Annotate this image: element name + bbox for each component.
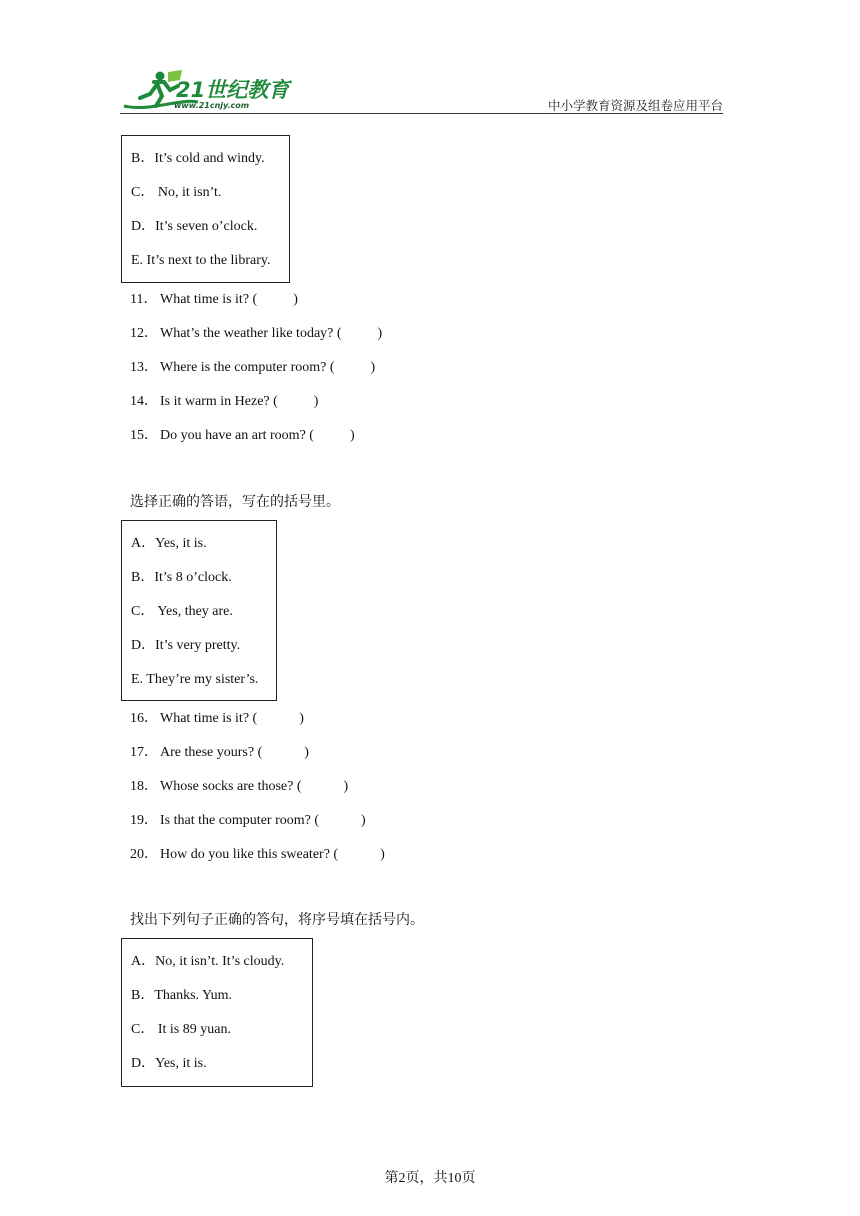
- question-number: 11．: [130, 292, 158, 307]
- question-text: What time is it? (: [160, 711, 258, 726]
- option-c: C． Yes, they are.: [131, 604, 233, 619]
- question-number: 16．: [130, 711, 158, 726]
- question-number: 15．: [130, 428, 158, 443]
- options-box-1: [121, 135, 290, 283]
- question-11: [130, 291, 298, 309]
- option-d: D．Yes, it is.: [131, 1056, 207, 1071]
- question-number: 20．: [130, 847, 158, 862]
- question-text: What’s the weather like today? (: [160, 326, 342, 341]
- question-13: [130, 359, 375, 377]
- options-box-3: [121, 938, 313, 1087]
- question-number: 17．: [130, 745, 158, 760]
- site-logo: [120, 68, 290, 114]
- question-text: How do you like this sweater? (: [160, 847, 339, 862]
- answer-blank[interactable]: ): [343, 779, 349, 794]
- answer-blank[interactable]: ): [349, 428, 355, 443]
- question-text: Where is the computer room? (: [160, 360, 335, 375]
- question-14: [130, 393, 318, 411]
- answer-blank[interactable]: ): [299, 711, 304, 726]
- header-divider: [120, 113, 723, 114]
- question-text: Is that the computer room? (: [160, 813, 320, 828]
- options-box-2: [121, 520, 277, 701]
- question-text: Is it warm in Heze? (: [160, 394, 278, 409]
- option-d: D．It’s very pretty.: [131, 638, 241, 653]
- question-text: What time is it? (: [160, 292, 258, 307]
- question-18: [130, 778, 348, 796]
- question-17: [130, 744, 309, 762]
- question-number: 18．: [130, 779, 158, 794]
- option-e: E. It’s next to the library.: [131, 253, 271, 268]
- option-d: D．It’s seven o’clock.: [131, 219, 258, 234]
- question-16: [130, 710, 304, 728]
- page-number: 第2页，共10页: [384, 1171, 476, 1186]
- option-b: B．Thanks. Yum.: [131, 988, 232, 1003]
- option-c: C． No, it isn’t.: [131, 185, 222, 200]
- question-20: [130, 846, 385, 864]
- answer-blank[interactable]: ): [313, 394, 319, 409]
- question-number: 14．: [130, 394, 158, 409]
- answer-blank[interactable]: ): [293, 292, 298, 307]
- question-number: 12．: [130, 326, 158, 341]
- question-text: Are these yours? (: [160, 745, 263, 760]
- option-c: C． It is 89 yuan.: [131, 1022, 231, 1037]
- platform-name: 中小学教育资源及组卷应用平台: [547, 99, 723, 113]
- question-text: Whose socks are those? (: [160, 779, 302, 794]
- question-number: 19．: [130, 813, 158, 828]
- answer-blank[interactable]: ): [380, 847, 385, 862]
- question-number: 13．: [130, 360, 158, 375]
- answer-blank[interactable]: ): [377, 326, 383, 341]
- answer-blank[interactable]: ): [361, 813, 366, 828]
- question-12: [130, 325, 382, 343]
- instruction-3: 找出下列句子正确的答句，将序号填在括号内。: [130, 913, 424, 928]
- instruction-2: 选择正确的答语，写在的括号里。: [130, 495, 340, 510]
- logo-url: www.21cnjy.com: [174, 101, 250, 110]
- option-a: A．No, it isn’t. It’s cloudy.: [131, 954, 285, 969]
- logo-title: 21世纪教育: [176, 78, 290, 102]
- question-19: [130, 812, 366, 830]
- answer-blank[interactable]: ): [370, 360, 376, 375]
- option-b: B．It’s cold and windy.: [131, 151, 265, 166]
- question-text: Do you have an art room? (: [160, 428, 314, 443]
- answer-blank[interactable]: ): [304, 745, 309, 760]
- option-e: E. They’re my sister’s.: [131, 672, 259, 687]
- option-b: B．It’s 8 o’clock.: [131, 570, 232, 585]
- option-a: A．Yes, it is.: [131, 536, 207, 551]
- question-15: [130, 427, 355, 445]
